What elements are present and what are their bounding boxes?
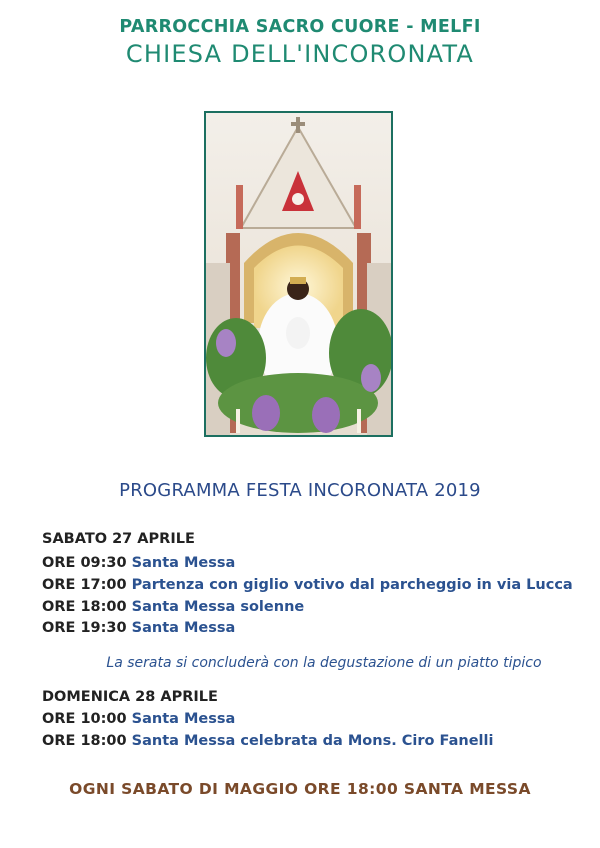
schedule-row (42, 733, 493, 749)
schedule-row (42, 620, 235, 636)
event-time: ORE 19:30 (42, 620, 127, 636)
madonna-altar-photo (204, 111, 393, 437)
program-title: PROGRAMMA FESTA INCORONATA 2019 (119, 480, 481, 501)
schedule-row (42, 711, 235, 727)
parish-name: PARROCCHIA SACRO CUORE - MELFI (119, 17, 481, 37)
event-description: Santa Messa (131, 555, 236, 571)
church-name: CHIESA DELL'INCORONATA (125, 40, 475, 68)
saturday-heading: SABATO 27 APRILE (42, 531, 195, 547)
event-description: Santa Messa solenne (131, 599, 305, 615)
event-time: ORE 18:00 (42, 599, 127, 615)
event-time: ORE 09:30 (42, 555, 127, 571)
schedule-row (42, 599, 304, 615)
event-time: ORE 17:00 (42, 577, 127, 593)
event-description: Partenza con giglio votivo dal parcheggio in via Lucca (131, 577, 573, 593)
may-mass-announcement: OGNI SABATO DI MAGGIO ORE 18:00 SANTA MESSA (69, 780, 531, 798)
event-description: Santa Messa (131, 711, 236, 727)
schedule-row (42, 555, 235, 571)
event-time: ORE 18:00 (42, 733, 127, 749)
evening-note: La serata si concluderà con la degustazione di un piatto tipico (106, 655, 542, 671)
event-time: ORE 10:00 (42, 711, 127, 727)
event-description: Santa Messa (131, 620, 236, 636)
sunday-heading: DOMENICA 28 APRILE (42, 689, 218, 705)
schedule-row (42, 577, 573, 593)
event-description: Santa Messa celebrata da Mons. Ciro Fanelli (131, 733, 494, 749)
